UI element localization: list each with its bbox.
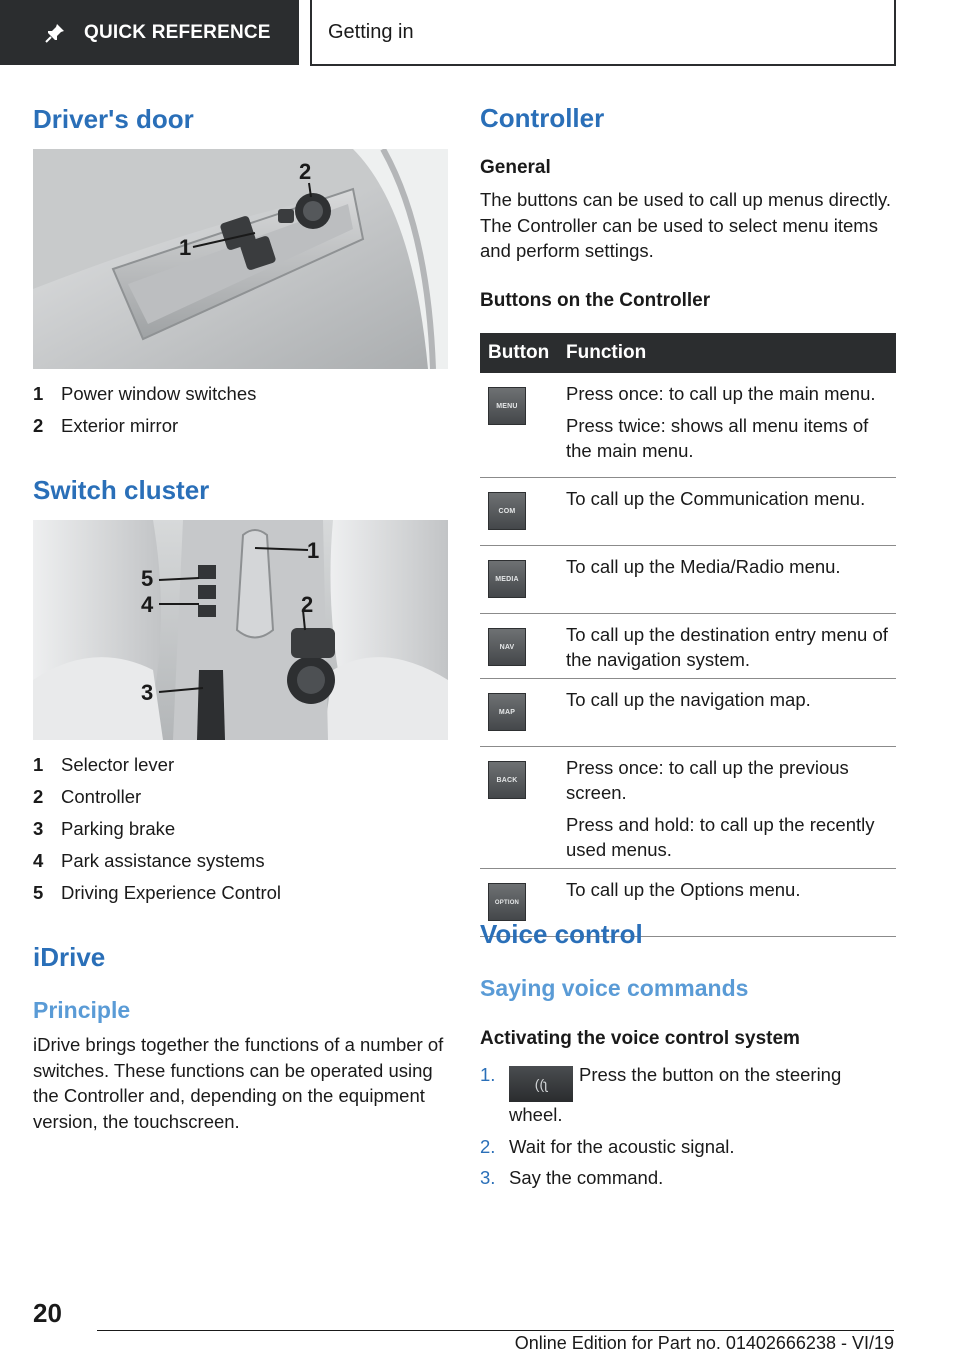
callout-item [33, 378, 256, 410]
callout-text: Exterior mirror [61, 415, 179, 436]
voice-button-icon: ((ʅ [509, 1066, 573, 1102]
activating-voice-heading: Activating the voice control system [480, 1028, 800, 1049]
option-button-icon: OPTION [488, 883, 526, 921]
table-row [480, 478, 896, 546]
table-row [480, 679, 896, 747]
function-text: Press once: to call up the previous screen. [566, 757, 849, 803]
nav-button-icon: NAV [488, 628, 526, 666]
function-text: To call up the Options menu. [566, 879, 801, 900]
function-text: To call up the navigation map. [566, 689, 811, 710]
function-text: Press and hold: to call up the recently used menus. [566, 814, 875, 860]
back-button-icon: BACK [488, 761, 526, 799]
callout-text: Driving Experience Control [61, 882, 282, 903]
cluster-callout-label: 2 [301, 592, 314, 617]
menu-button-icon: MENU [488, 387, 526, 425]
section-header [310, 0, 896, 66]
callout-text: Selector lever [61, 754, 175, 775]
callout-number: 1 [33, 754, 44, 775]
step-number: 2. [480, 1135, 496, 1157]
switch-cluster-photo [33, 520, 448, 740]
pin-icon [44, 22, 66, 44]
callout-item [33, 410, 256, 442]
list-item [480, 1062, 896, 1128]
drivers-door-photo [33, 149, 448, 369]
step-number: 1. [480, 1064, 496, 1085]
callout-text: Power window switches [61, 383, 257, 404]
callout-number: 3 [33, 818, 44, 839]
drivers-door-callouts [33, 378, 256, 442]
map-button-icon: MAP [488, 693, 526, 731]
drivers-door-heading: Driver's door [33, 104, 194, 134]
idrive-principle-text: iDrive brings together the functions of a number of switches. These functions can be operated using the Controller and, depending on the equipment version, the touchscreen. [33, 1034, 444, 1132]
function-text: To call up the Communication menu. [566, 488, 866, 509]
table-row [480, 373, 896, 478]
general-text: The buttons can be used to call up menus directly. The Controller can be used to select menu items and perform settings. [480, 189, 892, 261]
buttons-subheading: Buttons on the Controller [480, 290, 711, 311]
footer-edition-text: Online Edition for Part no. 01402666238 - VI/19 [514, 1333, 894, 1353]
function-text: To call up the destination entry menu of the navigation system. [566, 624, 888, 670]
door-callout-label: 1 [179, 235, 192, 260]
callout-number: 2 [33, 786, 44, 807]
table-header-row [480, 333, 896, 373]
step-text: Press the button on the steering wheel. [509, 1064, 842, 1125]
callout-number: 2 [33, 415, 44, 436]
page-number: 20 [33, 1298, 62, 1328]
voice-control-heading: Voice control [480, 919, 643, 949]
idrive-heading: iDrive [33, 942, 106, 972]
step-text: Wait for the acoustic signal. [509, 1135, 735, 1157]
controller-buttons-table [480, 333, 896, 937]
callout-item [33, 877, 281, 909]
function-text: To call up the Media/Radio menu. [566, 556, 841, 577]
column-header-button: Button [480, 333, 566, 373]
cluster-callout-label: 3 [141, 680, 154, 705]
callout-text: Park assistance systems [61, 850, 265, 871]
media-button-icon: MEDIA [488, 560, 526, 598]
saying-voice-commands-subheading: Saying voice commands [480, 975, 749, 1001]
callout-item [33, 845, 281, 877]
column-header-function: Function [566, 333, 896, 373]
callout-item [33, 781, 281, 813]
callout-text: Parking brake [61, 818, 176, 839]
principle-subheading: Principle [33, 997, 131, 1023]
voice-steps-list [480, 1062, 896, 1197]
cluster-callout-label: 1 [307, 538, 320, 563]
quick-reference-label: QUICK REFERENCE [84, 21, 271, 43]
cluster-callout-label: 4 [141, 592, 154, 617]
step-text: Say the command. [509, 1167, 664, 1188]
general-subheading: General [480, 157, 551, 178]
cluster-callout-label: 5 [141, 566, 154, 591]
step-number: 3. [480, 1167, 496, 1188]
quick-reference-tab[interactable] [0, 0, 299, 65]
controller-heading: Controller [480, 103, 605, 133]
door-callout-label: 2 [299, 159, 312, 184]
callout-item [33, 749, 281, 781]
footer-divider [97, 1330, 894, 1331]
callout-item [33, 813, 281, 845]
callout-number: 5 [33, 882, 44, 903]
function-text: Press twice: shows all menu items of the main menu. [566, 415, 869, 461]
section-title: Getting in [328, 20, 414, 43]
list-item [480, 1134, 896, 1160]
callout-number: 4 [33, 850, 44, 871]
com-button-icon: COM [488, 492, 526, 530]
table-row [480, 747, 896, 869]
table-row [480, 546, 896, 614]
function-text: Press once: to call up the main menu. [566, 383, 876, 404]
switch-cluster-heading: Switch cluster [33, 475, 210, 505]
switch-cluster-callouts [33, 749, 281, 909]
callout-text: Controller [61, 786, 142, 807]
table-row [480, 614, 896, 679]
list-item [480, 1165, 896, 1191]
callout-number: 1 [33, 383, 44, 404]
